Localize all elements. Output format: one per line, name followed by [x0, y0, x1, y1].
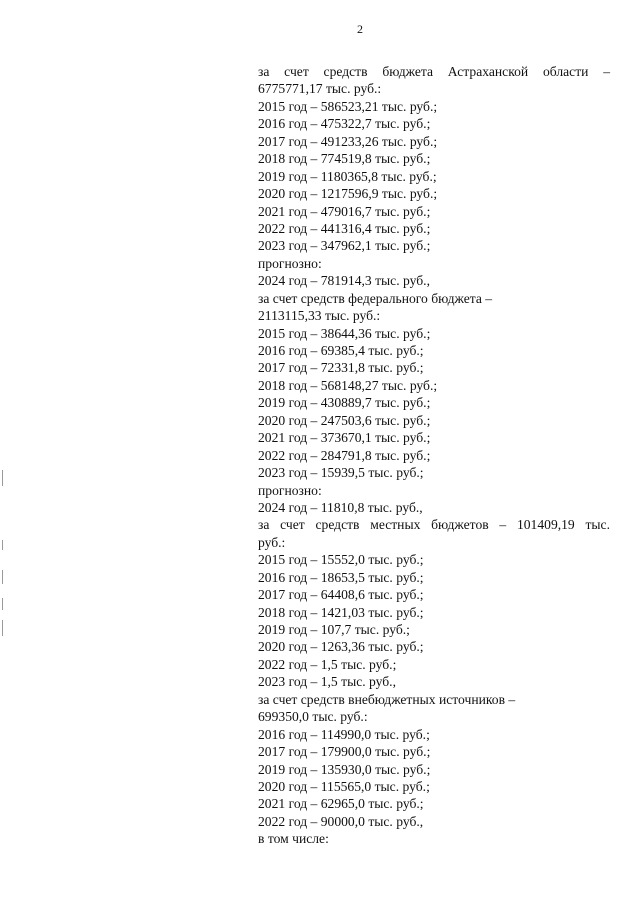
text-line: 2015 год – 38644,36 тыс. руб.;	[258, 325, 431, 341]
text-line: 2024 год – 781914,3 тыс. руб.,	[258, 273, 430, 289]
text-line: 2018 год – 568148,27 тыс. руб.;	[258, 377, 438, 393]
text-line: 2020 год – 115565,0 тыс. руб.;	[258, 778, 430, 794]
text-line: 2019 год – 107,7 тыс. руб.;	[258, 622, 410, 637]
text-line: 2020 год – 1263,36 тыс. руб.;	[258, 639, 424, 655]
scan-artifact	[2, 620, 3, 636]
text-line: 2016 год – 18653,5 тыс. руб.;	[258, 569, 424, 585]
text-line: 2023 год – 1,5 тыс. руб.,	[258, 674, 396, 690]
document-body	[258, 63, 610, 848]
text-line: 2021 год – 479016,7 тыс. руб.;	[258, 203, 431, 219]
text-line: 699350,0 тыс. руб.:	[258, 709, 368, 725]
text-line: 2021 год – 373670,1 тыс. руб.;	[258, 430, 431, 446]
text-line: за счет средств федерального бюджета –	[258, 290, 493, 306]
text-line: 2015 год – 586523,21 тыс. руб.;	[258, 98, 438, 114]
text-line: 2113115,33 тыс. руб.:	[258, 308, 381, 324]
scan-artifact	[2, 598, 3, 610]
text-line: 2017 год – 179900,0 тыс. руб.;	[258, 744, 431, 760]
text-line: 2017 год – 64408,6 тыс. руб.;	[258, 587, 424, 603]
text-line: 2015 год – 15552,0 тыс. руб.;	[258, 552, 424, 568]
text-line: 2023 год – 15939,5 тыс. руб.;	[258, 465, 424, 481]
text-line: руб.:	[258, 534, 286, 550]
text-line: 2016 год – 114990,0 тыс. руб.;	[258, 726, 430, 742]
text-line: 2022 год – 441316,4 тыс. руб.;	[258, 220, 431, 236]
text-line: 2022 год – 284791,8 тыс. руб.;	[258, 447, 431, 463]
text-line: 2017 год – 491233,26 тыс. руб.;	[258, 133, 438, 149]
scan-artifact	[2, 540, 3, 550]
text-line: за счет средств внебюджетных источников –	[258, 691, 516, 707]
page-number: 2	[357, 22, 363, 36]
text-line: прогнозно:	[258, 255, 322, 271]
text-line: 2020 год – 247503,6 тыс. руб.;	[258, 412, 431, 428]
text-line: 2019 год – 1180365,8 тыс. руб.;	[258, 168, 437, 184]
scan-artifact	[2, 570, 3, 584]
text-line: за счет средств бюджета Астраханской области –	[258, 64, 610, 79]
text-line: 2024 год – 11810,8 тыс. руб.,	[258, 499, 423, 515]
text-line: 2017 год – 72331,8 тыс. руб.;	[258, 360, 424, 376]
text-line: в том числе:	[258, 831, 329, 847]
text-line: прогнозно:	[258, 482, 322, 498]
text-line: 2020 год – 1217596,9 тыс. руб.;	[258, 186, 438, 202]
text-line: 2022 год – 1,5 тыс. руб.;	[258, 656, 397, 672]
text-line: 2018 год – 774519,8 тыс. руб.;	[258, 151, 431, 167]
text-line: 2023 год – 347962,1 тыс. руб.;	[258, 238, 431, 254]
text-line: 2022 год – 90000,0 тыс. руб.,	[258, 813, 424, 829]
scan-artifact	[2, 470, 3, 486]
text-line: 6775771,17 тыс. руб.:	[258, 81, 382, 97]
text-line: 2019 год – 430889,7 тыс. руб.;	[258, 395, 431, 411]
text-line: 2016 год – 475322,7 тыс. руб.;	[258, 116, 431, 132]
text-line: 2018 год – 1421,03 тыс. руб.;	[258, 604, 424, 620]
text-line: за счет средств местных бюджетов – 101409,19 тыс.	[258, 517, 610, 533]
text-line: 2016 год – 69385,4 тыс. руб.;	[258, 343, 424, 358]
text-line: 2019 год – 135930,0 тыс. руб.;	[258, 761, 431, 777]
text-line: 2021 год – 62965,0 тыс. руб.;	[258, 796, 424, 812]
